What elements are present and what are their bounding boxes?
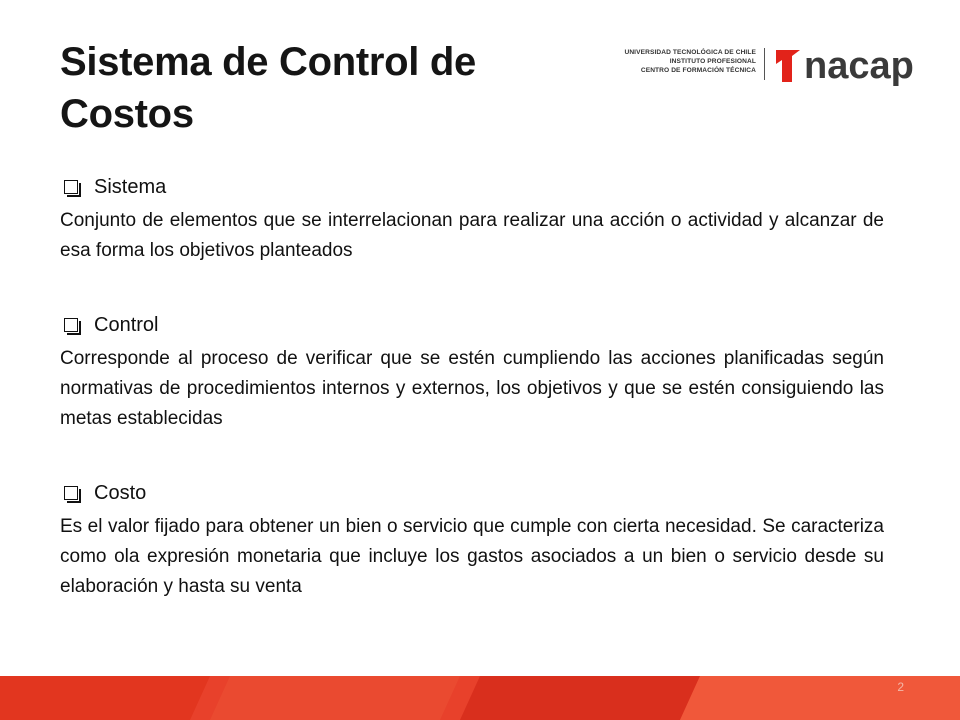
section-text-control: Corresponde al proceso de verificar que se estén cumpliendo las acciones planificadas según normativas de procedimientos internos y externos, los objetivos y que se estén consiguiendo las metas establecidas: [60, 348, 884, 429]
checkbox-bullet-icon: [64, 318, 78, 332]
footer-band-shape: [460, 676, 700, 720]
footer-band-shape: [210, 676, 460, 720]
slide-title: [60, 36, 560, 140]
section-text-costo: Es el valor fijado para obtener un bien o servicio que cumple con cierta necesidad. Se caracteriza como ola expresión monetaria que incluye los gastos asociados a un bien o servicio desde su elaboración y hasta su venta: [60, 516, 884, 597]
slide-content: [60, 172, 884, 602]
logo-tagline: [622, 48, 756, 76]
logo-divider: [764, 48, 765, 80]
page-number: 2: [897, 680, 904, 694]
slide-title-line1: Sistema de Control de: [60, 40, 477, 84]
footer-band: [0, 676, 960, 720]
section-heading-costo: [60, 478, 884, 508]
inacap-mark-icon: [774, 46, 804, 86]
section-heading-label: Costo: [94, 482, 147, 504]
logo-tagline-line1: UNIVERSIDAD TECNOLÓGICA DE CHILE: [624, 49, 756, 56]
section-spacer: [60, 434, 884, 478]
slide-title-line2: Costos: [60, 92, 194, 136]
logo-tagline-line2: INSTITUTO PROFESIONAL: [669, 58, 756, 66]
footer-band-shape: [680, 676, 960, 720]
footer-band-shape: [0, 676, 210, 720]
section-heading-label: Control: [94, 314, 159, 336]
logo-tagline-line3: CENTRO DE FORMACIÓN TÉCNICA: [640, 67, 756, 75]
checkbox-bullet-icon: [64, 486, 78, 500]
section-spacer: [60, 266, 884, 310]
section-text-sistema: Conjunto de elementos que se interrelacionan para realizar una acción o actividad y alcanzar de esa forma los objetivos planteados: [60, 210, 884, 261]
section-heading-label: Sistema: [94, 176, 167, 198]
inacap-logo: [622, 44, 928, 96]
section-heading-control: [60, 310, 884, 340]
section-heading-sistema: [60, 172, 884, 202]
checkbox-bullet-icon: [64, 180, 78, 194]
logo-wordmark: nacap: [804, 45, 914, 87]
